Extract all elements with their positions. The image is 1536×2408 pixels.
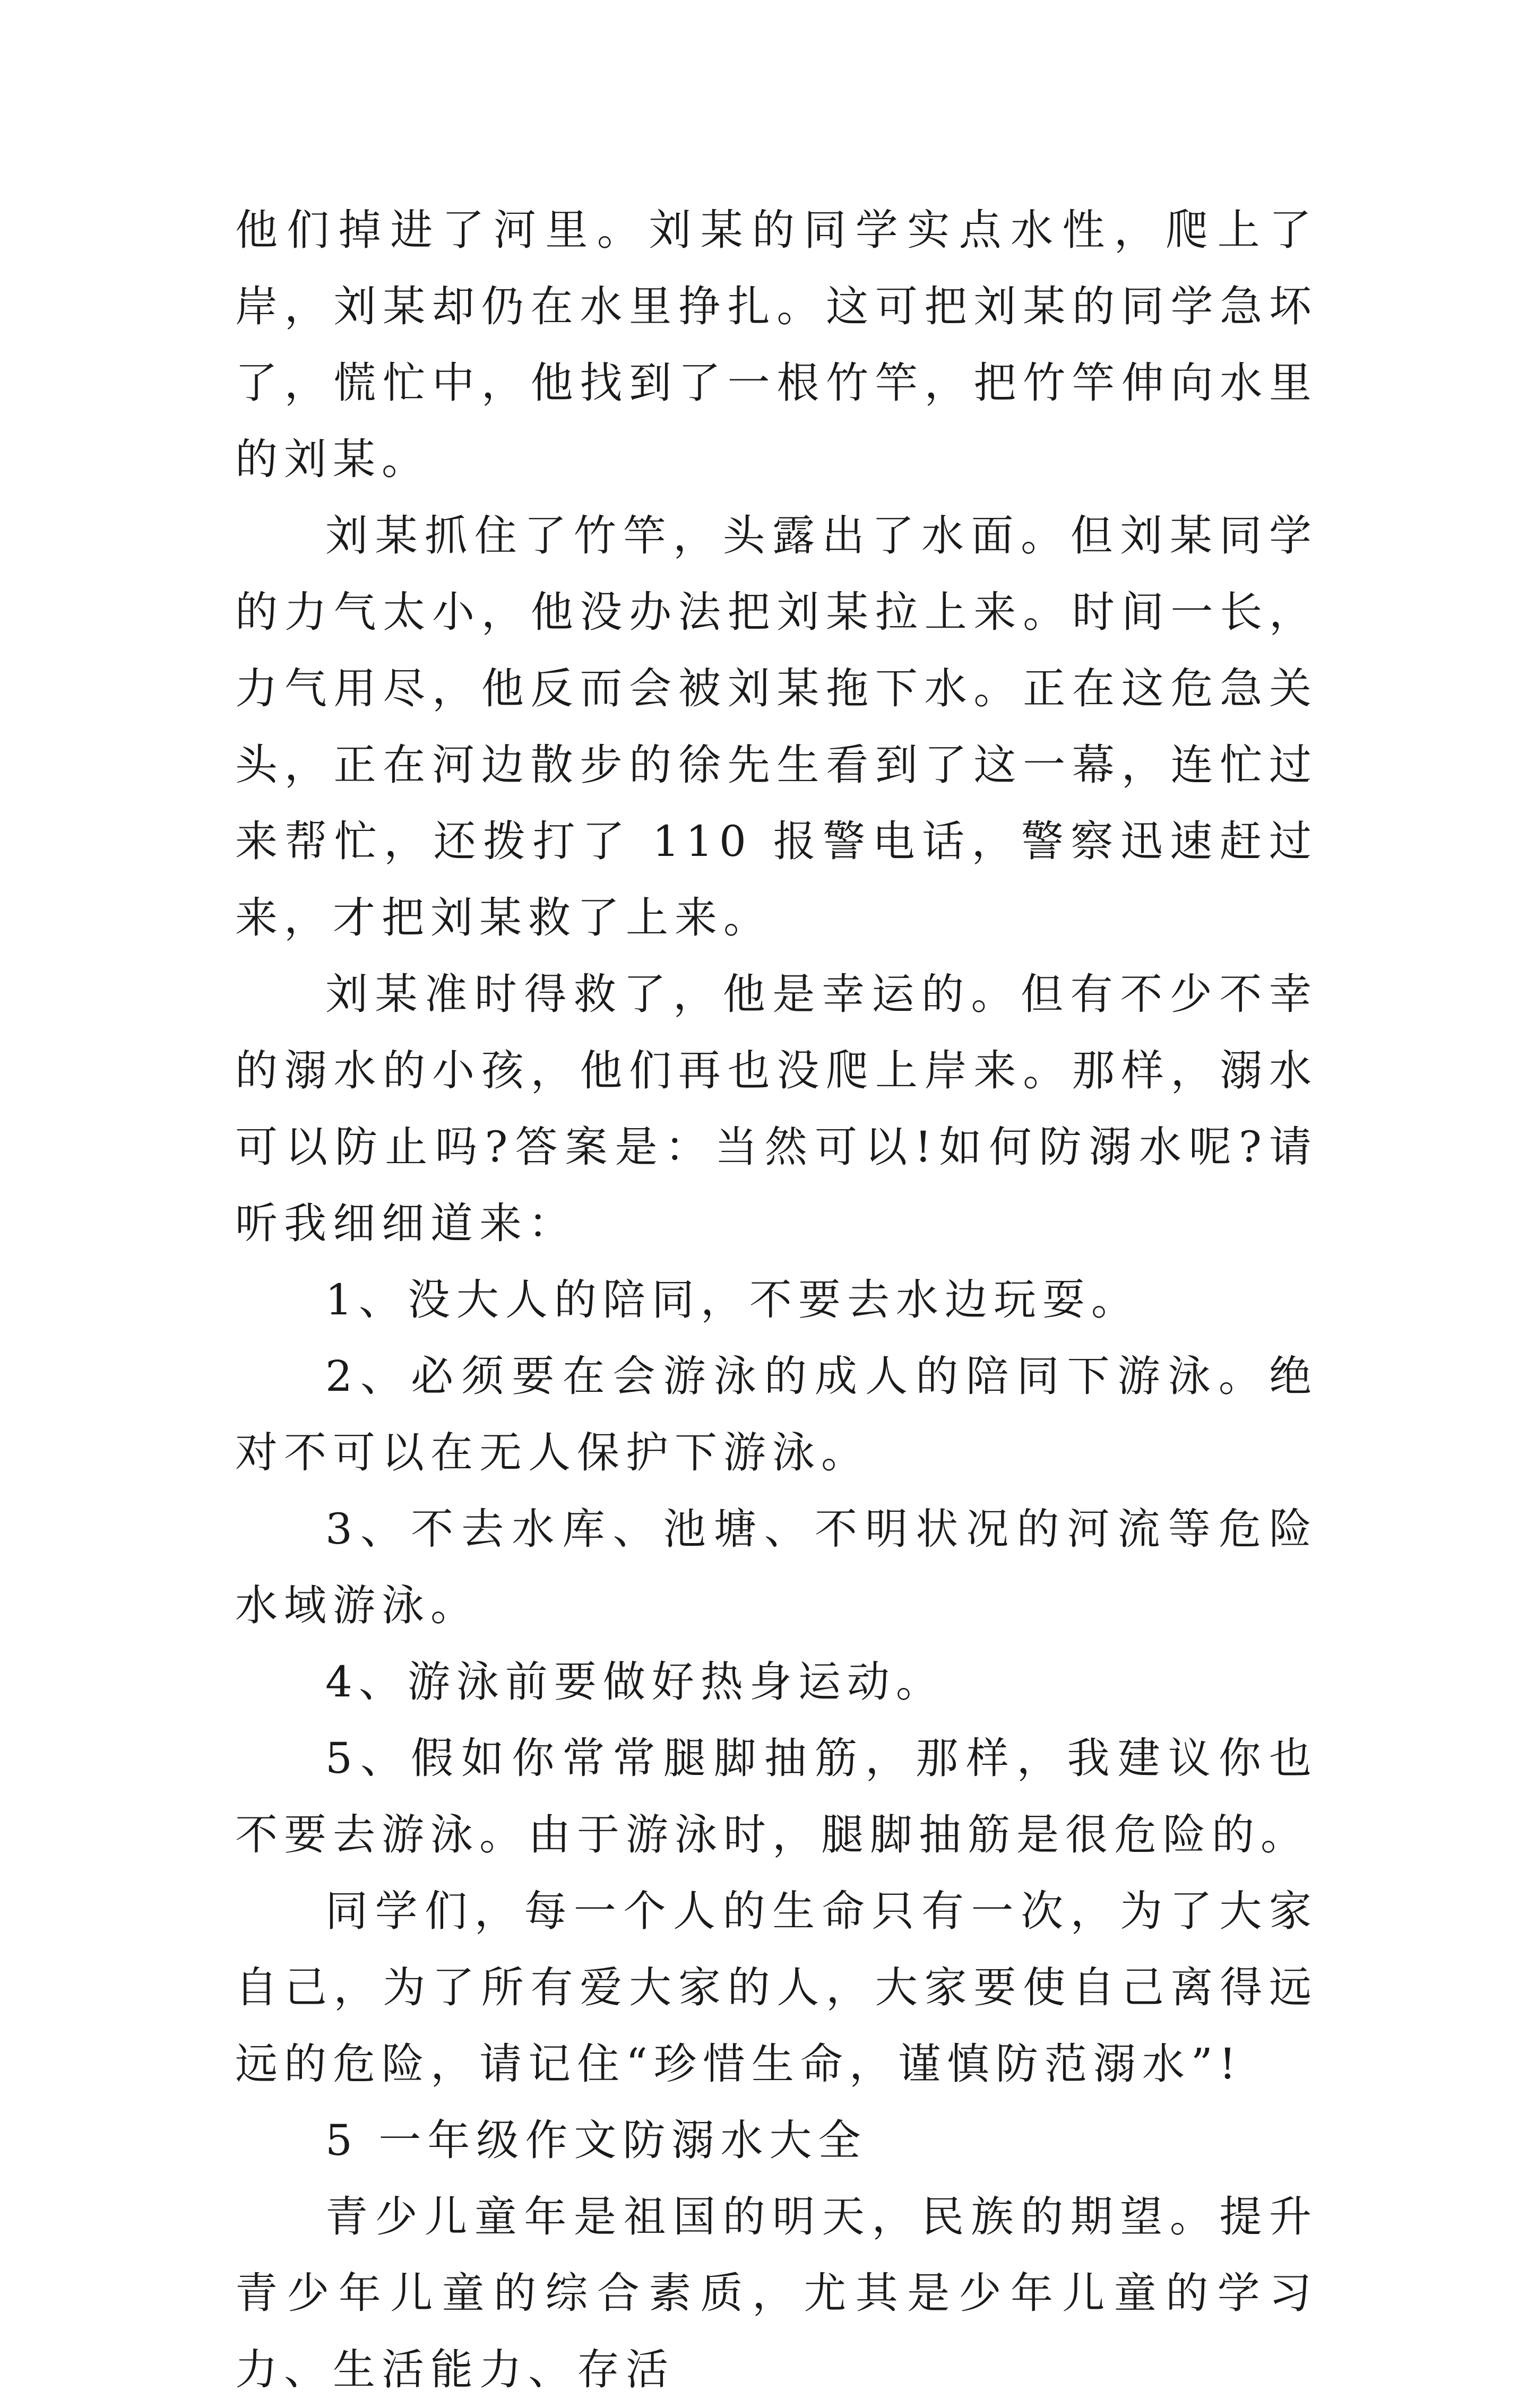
list-item: 5、假如你常常腿脚抽筋，那样，我建议你也不要去游泳。由于游泳时，腿脚抽筋是很危险的。: [235, 1734, 1318, 1859]
list-item: 4、游泳前要做好热身运动。: [325, 1657, 945, 1707]
list-item: 2、必须要在会游泳的成人的陪同下游泳。绝对不可以在无人保护下游泳。: [235, 1352, 1318, 1477]
paragraph: 刘某准时得救了，他是幸运的。但有不少不幸的溺水的小孩，他们再也没爬上岸来。那样，溺水可以防止吗?答案是：当然可以!如何防溺水呢?请听我细细道来：: [235, 969, 1318, 1248]
paragraph: 同学们，每一个人的生命只有一次，为了大家自己，为了所有爱大家的人，大家要使自己离得远远的危险，请记住“珍惜生命，谨慎防范溺水”!: [235, 1886, 1318, 2089]
list-item: 3、不去水库、池塘、不明状况的河流等危险水域游泳。: [235, 1504, 1318, 1630]
list-item: 1、没大人的陪同，不要去水边玩耍。: [325, 1275, 1140, 1324]
paragraph: 青少儿童年是祖国的明天，民族的期望。提升青少年儿童的综合素质，尤其是少年儿童的学习力、生活能力、存活: [235, 2192, 1318, 2394]
document-body: [235, 192, 1318, 2408]
section-heading: 5 一年级作文防溺水大全: [325, 2116, 867, 2165]
paragraph: 刘某抓住了竹竿，头露出了水面。但刘某同学的力气太小，他没办法把刘某拉上来。时间一长，力气用尽，他反而会被刘某拖下水。正在这危急关头，正在河边散步的徐先生看到了这一幕，连忙过来帮忙，还拨打了 110 报警电话，警察迅速赶过来，才把刘某救了上来。: [235, 511, 1318, 942]
paragraph: 他们掉进了河里。刘某的同学实点水性，爬上了岸，刘某却仍在水里挣扎。这可把刘某的同学急坏了，慌忙中，他找到了一根竹竿，把竹竿伸向水里的刘某。: [235, 205, 1318, 484]
